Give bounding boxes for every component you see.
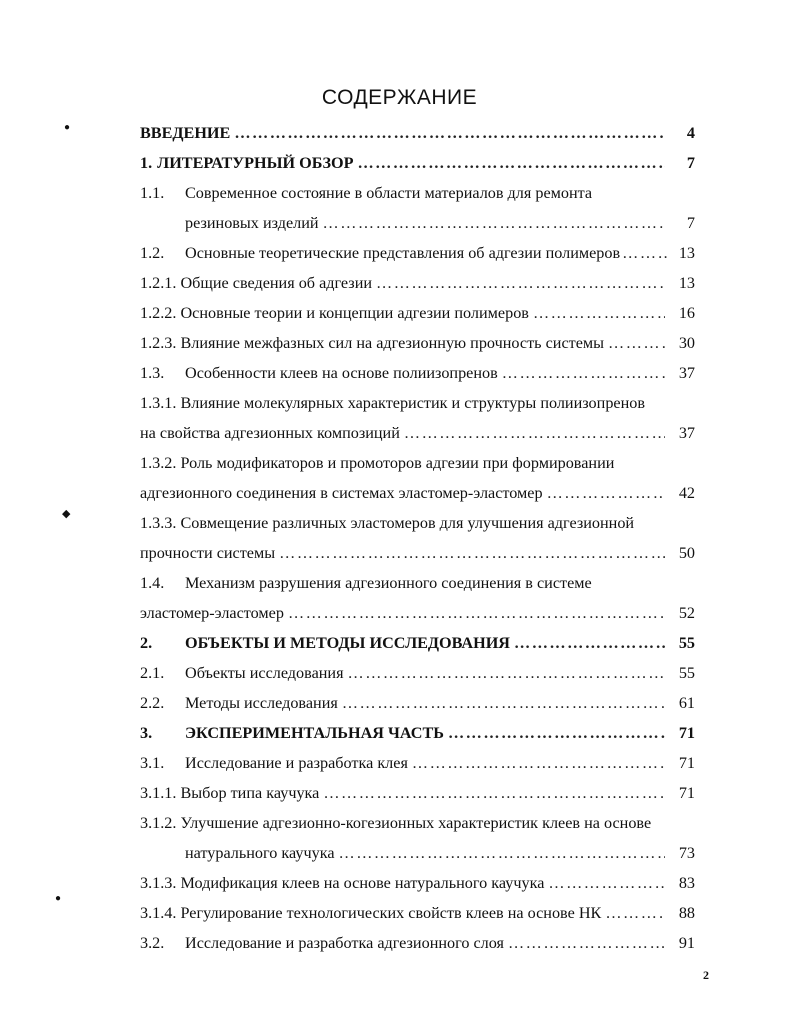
toc-entry-number: 3. [140,723,153,742]
toc-entry-page: 52 [678,603,695,622]
toc-entry-number: 1.2.1. [140,273,177,292]
toc-entry-title: натурального каучука [185,843,335,862]
toc-entry-number: 3.1.1. [140,783,177,802]
toc-entry-title: Исследование и разработка клея [185,753,408,772]
toc-entry-title: Улучшение адгезионно-когезионных характеристик клеев на основе [180,813,652,832]
toc-entry-page: 73 [678,843,695,862]
toc-entry-title: Основные теоретические представления об адгезии полимеров [185,243,621,262]
dot-leader [608,334,665,353]
toc-entry-title: Методы исследования [185,693,338,712]
scan-speck-mark: ● [64,122,71,133]
toc-entry-page: 88 [678,903,695,922]
toc-entry-number: 3.2. [140,933,165,952]
toc-entry-title: ЛИТЕРАТУРНЫЙ ОБЗОР [157,153,354,172]
toc-entry-title: Механизм разрушения адгезионного соединения в системе [185,573,592,592]
toc-entry-page: 50 [678,543,695,562]
dot-leader [323,784,665,803]
toc-entry-page: 13 [678,243,695,262]
toc-entry-title: Влияние молекулярных характеристик и структуры полиизопренов [180,393,645,412]
dot-leader [342,694,665,713]
toc-entry-3-1-3[interactable] [140,868,695,898]
toc-entry-1-2-1[interactable] [140,268,695,298]
toc-entry-1-2-3[interactable] [140,328,695,358]
toc-entry-1-4[interactable] [140,568,695,598]
toc-entry-title: прочности системы [140,543,276,562]
toc-entry-title: Общие сведения об адгезии [180,273,373,292]
toc-entry-number: 3.1. [140,753,165,772]
toc-entry-title: на свойства адгезионных композиций [140,423,400,442]
toc-entry-1-4-continued[interactable] [140,598,695,628]
dot-leader [508,934,665,953]
scan-speck-mark: ● [55,893,62,904]
toc-entry-number: 1.1. [140,183,165,202]
toc-entry-introduction[interactable] [140,118,695,148]
toc-entry-number: 1.3.3. [140,513,177,532]
toc-entry-title: Роль модификаторов и промоторов адгезии при формировании [180,453,615,472]
toc-entry-1-3-1-continued[interactable] [140,418,695,448]
page-number: 2 [703,968,709,982]
toc-entry-page: 13 [678,273,695,292]
toc-entry-title: ОБЪЕКТЫ И МЕТОДЫ ИССЛЕДОВАНИЯ [185,633,510,652]
toc-entry-page: 7 [686,213,695,232]
toc-entry-number: 1.2.2. [140,303,177,322]
toc-entry-number: 1.2.3. [140,333,177,352]
toc-entry-chapter-1[interactable] [140,148,695,178]
toc-entry-title: Модификация клеев на основе натурального каучука [180,873,545,892]
dot-leader [404,424,665,443]
toc-entry-page: 30 [678,333,695,352]
toc-entry-title: Особенности клеев на основе полиизопренов [185,363,498,382]
toc-entry-page: 42 [678,483,695,502]
dot-leader [622,244,667,263]
toc-entry-number: 1.3. [140,363,165,382]
dot-leader [533,304,665,323]
toc-entry-title: Влияние межфазных сил на адгезионную прочность системы [180,333,605,352]
toc-entry-number: 2. [140,633,153,652]
toc-entry-3-1-1[interactable] [140,778,695,808]
toc-entry-1-3-2[interactable] [140,448,695,478]
dot-leader [348,664,665,683]
toc-entry-title: Основные теории и концепции адгезии полимеров [180,303,529,322]
toc-entry-title: эластомер-эластомер [140,603,284,622]
page-title: СОДЕРЖАНИЕ [321,86,478,109]
toc-entry-number: 3.1.3. [140,873,177,892]
toc-entry-title: Регулирование технологических свойств клеев на основе НК [180,903,602,922]
toc-entry-3-1-2-continued[interactable] [140,838,695,868]
toc-entry-number: 1. [140,153,153,172]
toc-entry-page: 61 [678,693,695,712]
toc-entry-title: резиновых изделий [185,213,319,232]
dot-leader [234,124,665,143]
dot-leader [605,904,665,923]
toc-entry-page: 71 [678,723,695,742]
dot-leader [448,724,665,743]
toc-entry-title: адгезионного соединения в системах эластомер-эластомер [140,483,543,502]
scan-speck-mark: ◆ [62,508,71,520]
dot-leader [288,604,665,623]
toc-entry-page: 71 [678,753,695,772]
toc-entry-title: ВВЕДЕНИЕ [140,123,231,142]
toc-entry-page: 71 [678,783,695,802]
toc-entry-1-1[interactable] [140,178,695,208]
dot-leader [339,844,665,863]
toc-entry-page: 37 [678,423,695,442]
toc-entry-title: Выбор типа каучука [180,783,320,802]
toc-entry-1-3-3[interactable] [140,508,695,538]
toc-entry-page: 55 [678,663,695,682]
toc-entry-1-2-2[interactable] [140,298,695,328]
dot-leader [357,154,665,173]
dot-leader [548,874,665,893]
toc-entry-page: 55 [678,633,695,652]
toc-entry-page: 91 [678,933,695,952]
dot-leader [376,274,665,293]
toc-entry-1-1-continued[interactable] [140,208,695,238]
dot-leader [502,364,665,383]
dot-leader [514,634,665,653]
toc-entry-number: 1.3.1. [140,393,177,412]
dot-leader [547,484,665,503]
toc-entry-1-3-2-continued[interactable] [140,478,695,508]
toc-entry-chapter-3[interactable] [140,718,695,748]
table-of-contents [140,118,695,958]
dot-leader [412,754,665,773]
toc-entry-number: 1.2. [140,243,165,262]
toc-entry-page: 16 [678,303,695,322]
toc-entry-title: ЭКСПЕРИМЕНТАЛЬНАЯ ЧАСТЬ [185,723,444,742]
toc-entry-page: 37 [678,363,695,382]
toc-entry-3-2[interactable] [140,928,695,958]
toc-entry-1-3[interactable] [140,358,695,388]
toc-entry-chapter-2[interactable] [140,628,695,658]
toc-entry-2-1[interactable] [140,658,695,688]
toc-entry-3-1-2[interactable] [140,808,695,838]
toc-entry-title: Совмещение различных эластомеров для улучшения адгезионной [180,513,635,532]
toc-entry-number: 3.1.2. [140,813,177,832]
toc-entry-page: 83 [678,873,695,892]
toc-entry-3-1[interactable] [140,748,695,778]
toc-entry-title: Современное состояние в области материалов для ремонта [185,183,593,202]
toc-entry-title: Объекты исследования [185,663,344,682]
toc-entry-number: 2.1. [140,663,165,682]
dot-leader [279,544,665,563]
toc-entry-1-2[interactable] [140,238,695,268]
toc-entry-2-2[interactable] [140,688,695,718]
toc-entry-title: Исследование и разработка адгезионного слоя [185,933,504,952]
toc-entry-page: 7 [686,153,695,172]
dot-leader [323,214,665,233]
toc-entry-page: 4 [686,123,695,142]
toc-entry-number: 3.1.4. [140,903,177,922]
toc-entry-number: 1.3.2. [140,453,177,472]
toc-entry-number: 1.4. [140,573,165,592]
toc-entry-1-3-1[interactable] [140,388,695,418]
toc-entry-1-3-3-continued[interactable] [140,538,695,568]
toc-entry-3-1-4[interactable] [140,898,695,928]
toc-entry-number: 2.2. [140,693,165,712]
